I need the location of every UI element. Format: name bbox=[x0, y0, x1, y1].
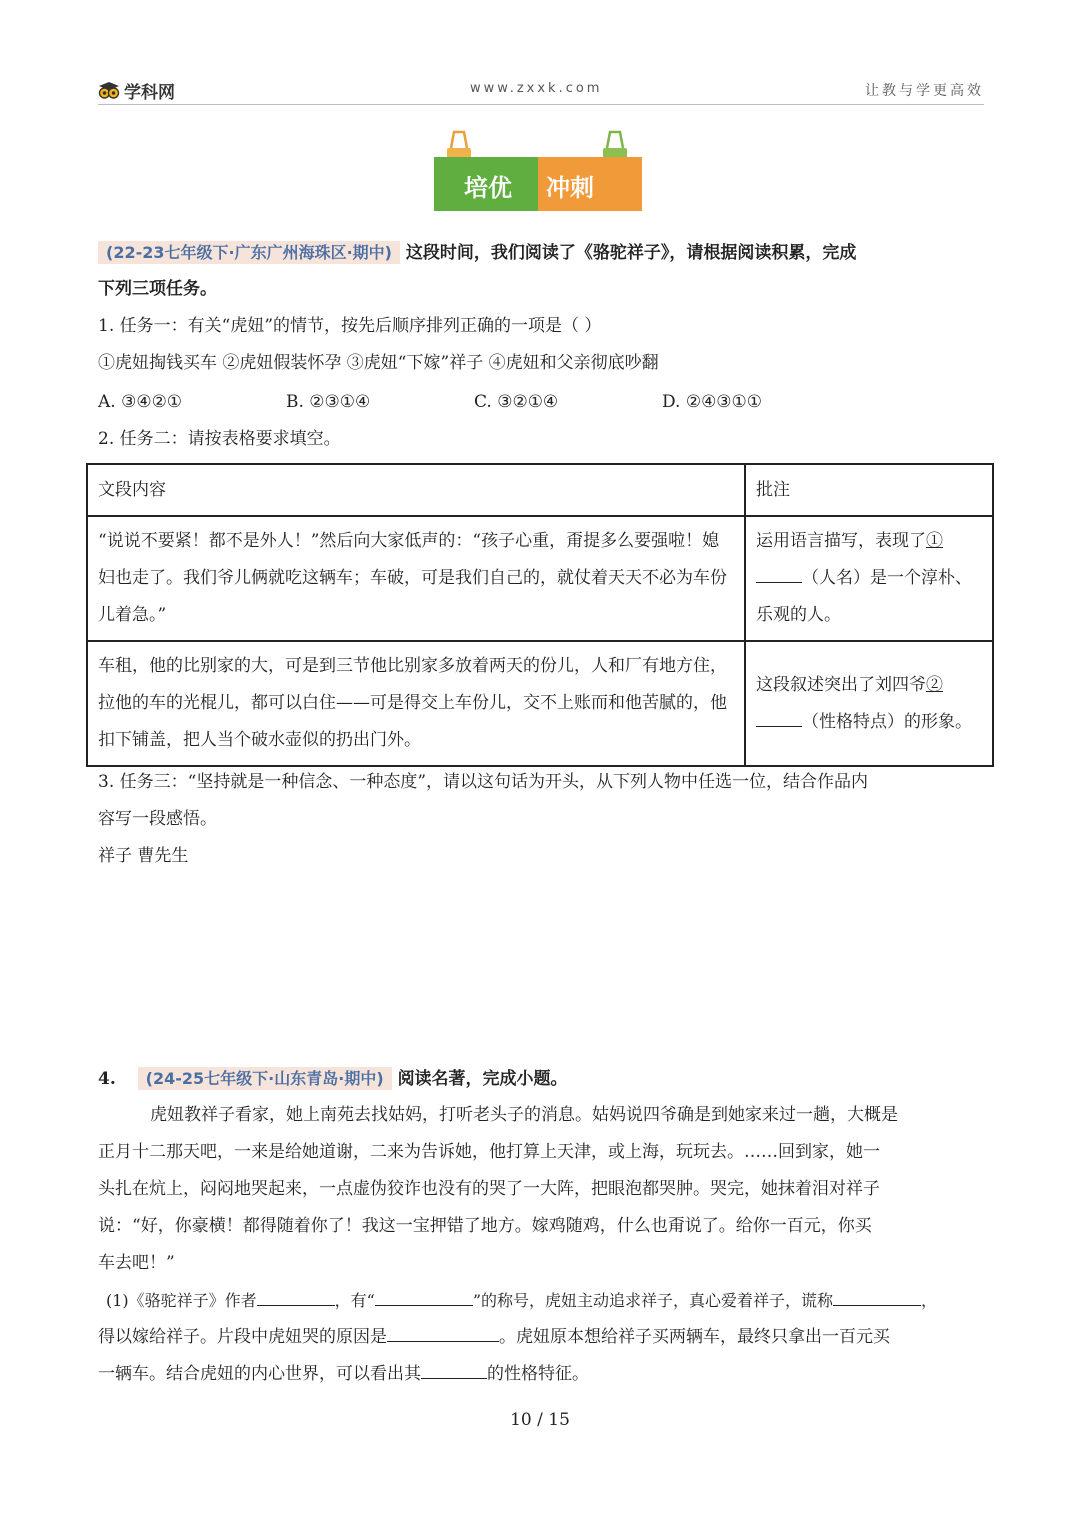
page-header bbox=[98, 74, 984, 105]
q3-characters: 祥子 曹先生 bbox=[98, 846, 189, 866]
sub1-text: (1)《骆驼祥子》作者 bbox=[106, 1291, 257, 1310]
blank-number: ② bbox=[926, 674, 943, 695]
question-4-intro bbox=[98, 1060, 568, 1098]
sub1-text: ， bbox=[921, 1291, 938, 1310]
table-header-row bbox=[87, 464, 993, 516]
answer-blank[interactable] bbox=[387, 1325, 499, 1342]
table-row bbox=[87, 641, 993, 766]
option-a[interactable]: A. ③④②① bbox=[98, 392, 183, 412]
option-b[interactable]: B. ②③①④ bbox=[286, 392, 371, 412]
answer-blank[interactable] bbox=[421, 1362, 487, 1379]
owl-logo-icon bbox=[98, 82, 120, 100]
table-header-content: 文段内容 bbox=[87, 464, 745, 516]
option-c[interactable]: C. ③②①④ bbox=[474, 392, 559, 412]
answer-blank[interactable] bbox=[833, 1289, 921, 1306]
question-number: 4. bbox=[98, 1069, 116, 1089]
slogan: 让教与学更高效 bbox=[865, 83, 984, 99]
table-cell-text: “说说不要紧！都不是外人！”然后向大家低声的：“孩子心重，甭提多么要强啦！媳妇也走了。我们爷儿俩就吃这辆车；车破，可是我们自己的，就仗着天天不必为车份儿着急。” bbox=[87, 516, 745, 641]
q2-stem: 2. 任务二：请按表格要求填空。 bbox=[98, 429, 341, 449]
passage-line: 头扎在炕上，闷闷地哭起来，一点虚伪狡诈也没有的哭了一大阵，把眼泡都哭肿。哭完，她抹着泪对祥子 bbox=[98, 1179, 880, 1199]
banner-right-text: 冲刺 bbox=[546, 174, 594, 202]
answer-blank[interactable] bbox=[756, 708, 802, 727]
passage-line: 虎妞教祥子看家，她上南苑去找姑妈，打听老头子的消息。姑妈说四爷确是到她家来过一趟，大概是 bbox=[150, 1105, 898, 1125]
q1-options bbox=[98, 384, 984, 421]
source-tag: (22-23七年级下·广东广州海珠区·期中) bbox=[98, 241, 400, 264]
answer-blank[interactable] bbox=[257, 1289, 335, 1306]
table-cell-note bbox=[745, 516, 993, 641]
answer-blank[interactable] bbox=[375, 1289, 473, 1306]
sub-question-1-line-1 bbox=[106, 1282, 937, 1319]
q4-instruction: 阅读名著，完成小题。 bbox=[397, 1069, 568, 1089]
annotation-table bbox=[86, 463, 994, 767]
intro-line-2: 下列三项任务。 bbox=[98, 279, 217, 299]
q1-stem: 1. 任务一：有关“虎妞”的情节，按先后顺序排列正确的一项是（ ） bbox=[98, 316, 602, 336]
sub1-text: 一辆车。结合虎妞的内心世界，可以看出其 bbox=[98, 1364, 421, 1384]
blank-number: ① bbox=[926, 531, 943, 551]
logo bbox=[98, 78, 175, 103]
note-text: 运用语言描写，表现了 bbox=[756, 531, 926, 551]
passage-line: 说：“好，你豪横！都得随着你了！我这一宝押错了地方。嫁鸡随鸡，什么也甭说了。给你一百元，你买 bbox=[98, 1216, 872, 1236]
banner-left-text: 培优 bbox=[464, 174, 512, 202]
q3-line-1: 3. 任务三：“坚持就是一种信念、一种态度”，请以这句话为开头，从下列人物中任选一位，结合作品内 bbox=[98, 772, 869, 792]
option-d[interactable]: D. ②④③①① bbox=[662, 392, 763, 412]
table-cell-note bbox=[745, 641, 993, 766]
passage-line: 车去吧！” bbox=[98, 1253, 175, 1273]
note-text: （人名）是一个淳朴、乐观的人。 bbox=[756, 568, 972, 625]
passage-line: 正月十二那天吧，一来是给她道谢，二来为告诉她，他打算上天津，或上海，玩玩去。……回到家，她一 bbox=[98, 1142, 880, 1162]
q1-items: ①虎妞掏钱买车 ②虎妞假装怀孕 ③虎妞“下嫁”祥子 ④虎妞和父亲彻底吵翻 bbox=[98, 353, 659, 373]
sub1-text: 的性格特征。 bbox=[487, 1364, 589, 1384]
page-number: 10 / 15 bbox=[510, 1410, 570, 1430]
table-cell-text: 车租，他的比别家的大，可是到三节他比别家多放着两天的份儿，人和厂有地方住，拉他的车的光棍儿，都可以白住——可是得交上车份儿，交不上账而和他苦腻的，他扣下铺盖，把人当个破水壶似的扔出门外。 bbox=[87, 641, 745, 766]
table-header-note: 批注 bbox=[745, 464, 993, 516]
site-url[interactable]: www.zxxk.com bbox=[470, 81, 603, 96]
sub1-text: 得以嫁给祥子。片段中虎妞哭的原因是 bbox=[98, 1327, 387, 1347]
sub1-text: 。虎妞原本想给祥子买两辆车，最终只拿出一百元买 bbox=[499, 1327, 890, 1347]
note-text: （性格特点）的形象。 bbox=[802, 711, 972, 732]
table-row bbox=[87, 516, 993, 641]
sub-question-1-line-2 bbox=[98, 1319, 890, 1356]
sub1-text: ”的称号，虎妞主动追求祥子，真心爱着祥子，谎称 bbox=[472, 1291, 834, 1310]
question-intro bbox=[98, 234, 856, 272]
intro-line-1: 这段时间，我们阅读了《骆驼祥子》，请根据阅读积累，完成 bbox=[405, 243, 857, 263]
logo-text: 学科网 bbox=[124, 83, 175, 103]
q3-line-2: 容写一段感悟。 bbox=[98, 809, 217, 829]
source-tag: (24-25七年级下·山东青岛·期中) bbox=[138, 1067, 392, 1090]
sub-question-1-line-3 bbox=[98, 1356, 589, 1393]
section-banner bbox=[432, 130, 642, 212]
sub1-text: ，有“ bbox=[334, 1291, 375, 1310]
answer-blank[interactable] bbox=[756, 564, 802, 583]
note-text: 这段叙述突出了刘四爷 bbox=[756, 674, 926, 695]
